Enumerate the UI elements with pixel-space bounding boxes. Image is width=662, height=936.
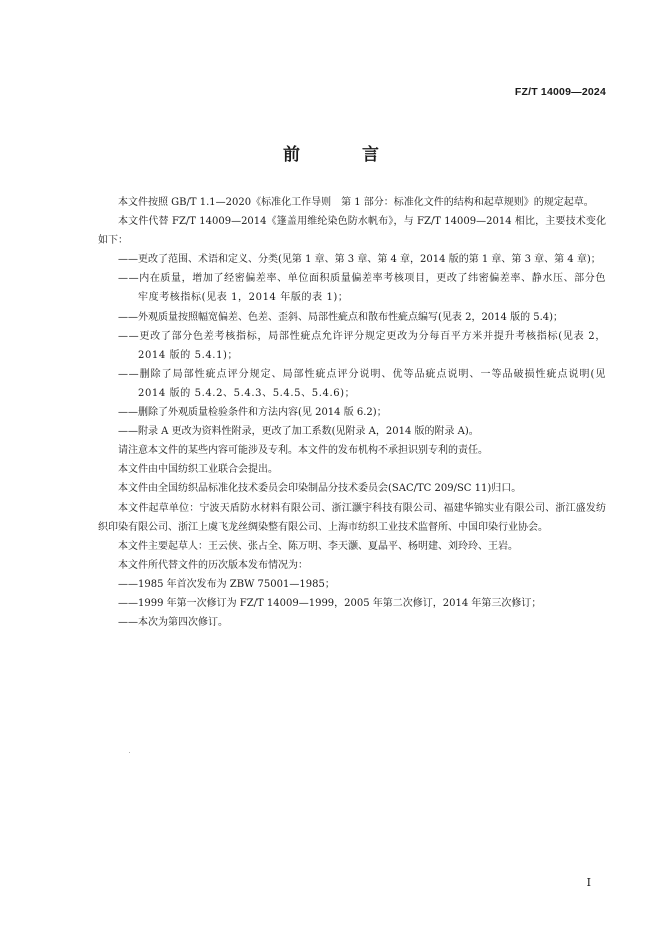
change-item-scope: ——更改了范围、术语和定义、分类(见第 1 章、第 3 章、第 4 章，2014 版的第 1 章、第 3 章、第 4 章)； [118, 254, 601, 266]
paragraph-drafting-units: 本文件起草单位：宁波天盾防水材料有限公司、浙江灏宇科技有限公司、福建华锦实业有限公司、浙江盛发纺织印染有限公司、浙江上虞飞龙丝绸染整有限公司、上海市纺织工业技术监督所、中国印染行业协会。 [98, 502, 606, 533]
paragraph-history-intro: 本文件所代替文件的历次版本发布情况为： [118, 559, 308, 571]
paragraph-patent-notice: 请注意本文件的某些内容可能涉及专利。本文件的发布机构不承担识别专利的责任。 [118, 445, 488, 457]
history-item-revisions: ——1999 年第一次修订为 FZ/T 14009—1999，2005 年第二次修订，2014 年第三次修订； [118, 597, 542, 609]
paragraph-replacement: 本文件代替 FZ/T 14009—2014《篷盖用维纶染色防水帆布》，与 FZ/T 14009—2014 相比，主要技术变化如下： [98, 216, 606, 247]
change-item-internal-quality: ——内在质量，增加了经密偏差率、单位面积质量偏差率考核项目，更改了纬密偏差率、静水压、部分色牢度考核指标(见表 1，2014 年版的表 1)； [118, 273, 606, 304]
change-item-deleted-inspection: ——删除了外观质量检验条件和方法内容(见 2014 版 6.2)； [118, 407, 387, 419]
page-number: I [586, 876, 591, 889]
change-item-appearance: ——外观质量按照幅宽偏差、色差、歪斜、局部性疵点和散布性疵点编写(见表 2，2014 版的 5.4)； [118, 311, 564, 323]
history-item-current: ——本次为第四次修订。 [118, 617, 228, 629]
paragraph-drafting-rules: 本文件按照 GB/T 1.1—2020《标准化工作导则 第 1 部分：标准化文件的结构和起草规则》的规定起草。 [118, 197, 594, 208]
document-code: FZ/T 14009—2024 [514, 86, 606, 98]
change-item-annex: ——附录 A 更改为资料性附录，更改了加工系数(见附录 A，2014 版的附录 A)。 [118, 426, 479, 438]
paragraph-proposed-by: 本文件由中国纺织工业联合会提出。 [118, 464, 278, 476]
document-body [98, 193, 606, 632]
history-item-first: ——1985 年首次发布为 ZBW 75001—1985； [118, 578, 335, 590]
change-item-color-difference: ——更改了部分色差考核指标，局部性疵点允许评分规定更改为分每百平方米并提升考核指标(见表 2，2014 版的 5.4.1)； [118, 330, 606, 361]
scan-speck [129, 752, 130, 753]
paragraph-under-jurisdiction: 本文件由全国纺织品标准化技术委员会印染制品分技术委员会(SAC/TC 209/SC 11)归口。 [118, 483, 522, 495]
paragraph-main-drafters: 本文件主要起草人：王云侠、张占全、陈万明、李天灏、夏晶平、杨明建、刘玲玲、王岩。 [118, 540, 518, 552]
change-item-deleted-defects: ——删除了局部性疵点评分规定、局部性疵点评分说明、优等品疵点说明、一等品破损性疵点说明(见 2014 版的 5.4.2、5.4.3、5.4.5、5.4.6)； [118, 368, 606, 399]
page-title: 前 言 [283, 145, 407, 165]
